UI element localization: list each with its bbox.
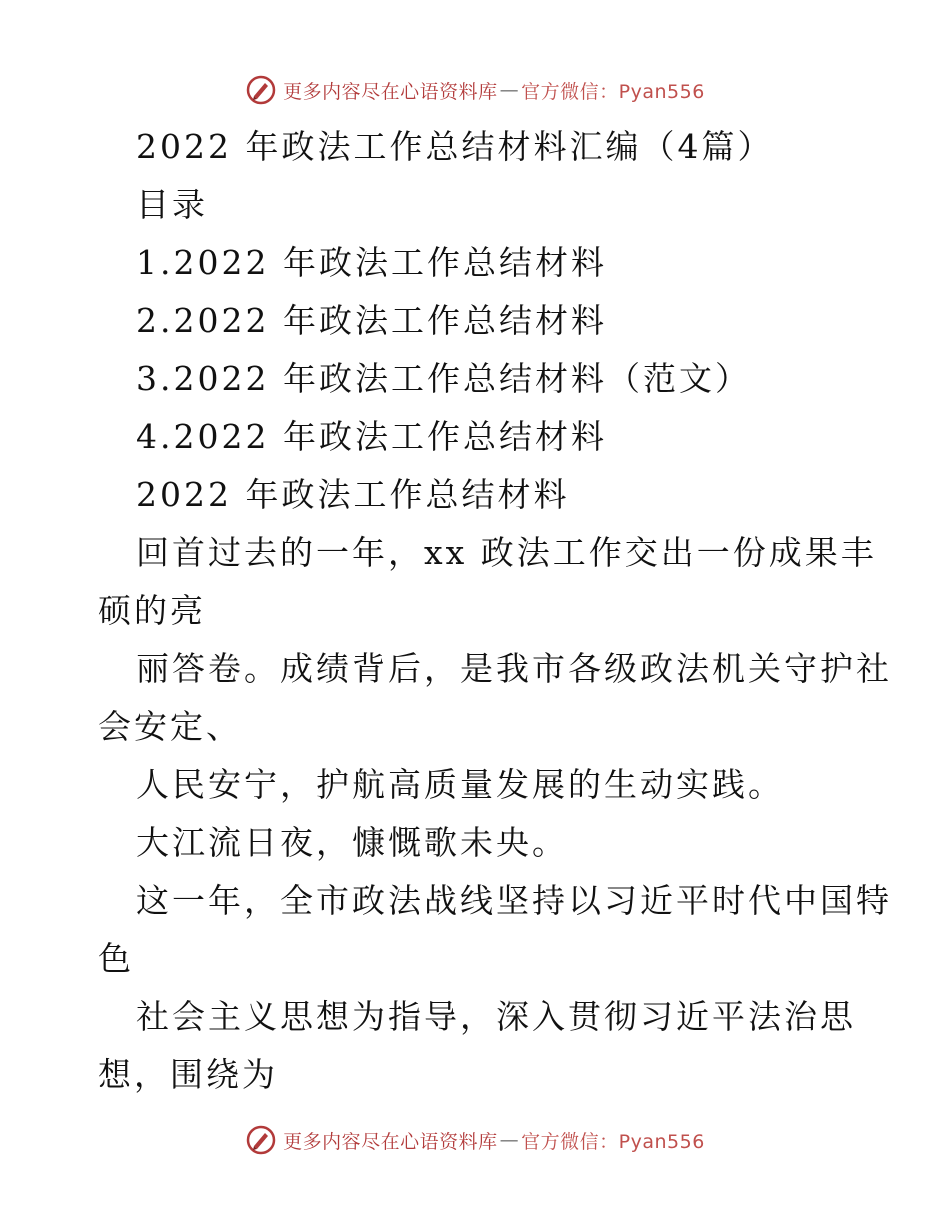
- watermark-separator: —: [499, 1129, 520, 1151]
- toc-heading: 目录: [136, 185, 208, 224]
- document-body: [98, 118, 892, 1104]
- watermark-account: 官方微信：Pyan556: [521, 80, 705, 103]
- watermark-account: 官方微信：Pyan556: [521, 1130, 705, 1153]
- paragraph-line: 大江流日夜，慷慨歌未央。: [136, 823, 568, 862]
- paragraph-line: 人民安宁，护航高质量发展的生动实践。: [136, 765, 784, 804]
- watermark-footer: [0, 1120, 950, 1160]
- paragraph-line: 色: [98, 939, 134, 978]
- watermark-separator: —: [499, 79, 520, 101]
- toc-item: 1.2022 年政法工作总结材料: [136, 243, 607, 282]
- paragraph-line: 丽答卷。成绩背后，是我市各级政法机关守护社: [136, 649, 892, 688]
- toc-item: 3.2022 年政法工作总结材料（范文）: [136, 359, 751, 398]
- document-title: 2022 年政法工作总结材料汇编（4篇）: [136, 127, 774, 166]
- watermark-text: 更多内容尽在心语资料库: [283, 80, 498, 103]
- paragraph-line: 这一年，全市政法战线坚持以习近平时代中国特: [136, 881, 892, 920]
- pen-logo-icon: [245, 1124, 277, 1156]
- paragraph-line: 硕的亮: [98, 591, 206, 630]
- section-heading: 2022 年政法工作总结材料: [136, 475, 570, 514]
- paragraph-line: 回首过去的一年，xx 政法工作交出一份成果丰: [136, 533, 877, 572]
- watermark-header: [0, 70, 950, 110]
- toc-item: 2.2022 年政法工作总结材料: [136, 301, 607, 340]
- watermark-text: 更多内容尽在心语资料库: [283, 1130, 498, 1153]
- paragraph-line: 会安定、: [98, 707, 242, 746]
- paragraph-line: 想，围绕为: [98, 1055, 278, 1094]
- paragraph-line: 社会主义思想为指导，深入贯彻习近平法治思: [136, 997, 856, 1036]
- toc-item: 4.2022 年政法工作总结材料: [136, 417, 607, 456]
- pen-logo-icon: [245, 74, 277, 106]
